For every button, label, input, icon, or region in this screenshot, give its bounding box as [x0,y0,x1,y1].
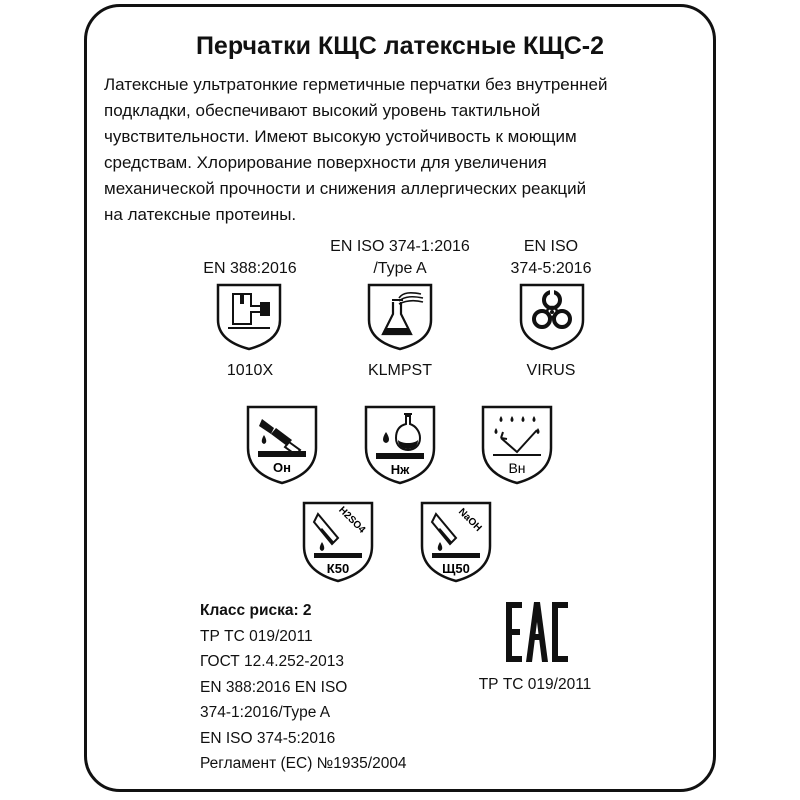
eac-label: ТР ТС 019/2011 [478,676,592,693]
code-en374-5: VIRUS [526,362,576,379]
mechanical-risk-icon [214,282,284,352]
alkali-protection-icon [418,500,494,584]
alkali-label: Щ50 [442,561,470,576]
alkali-formula: NaOH [456,506,484,534]
description-line: механической прочности и снижения аллергических реакций [104,179,587,198]
acid-label: К50 [326,561,350,576]
code-en388: 1010X [226,362,274,379]
code-en374-1: KLMPST [367,362,432,379]
standard-label-en374-5 [471,236,631,280]
description-line: Латексные ультратонкие герметичные перчатки без внутренней [104,75,608,94]
info-line: EN 388:2016 EN ISO [200,678,348,696]
description-line: средствам. Хлорирование поверхности для увеличения [104,153,547,172]
standard-line: /Type A [373,260,427,277]
product-description [104,72,704,228]
info-line: EN ISO 374-5:2016 [200,729,336,747]
info-line: Регламент (ЕС) №1935/2004 [200,755,407,772]
chemical-risk-icon [365,282,435,352]
certification-info [200,598,407,777]
description-line: чувствительности. Имеют высокую устойчивость к моющим [104,127,577,146]
info-line: ТР ТС 019/2011 [200,627,313,645]
water-protection-icon [479,404,555,486]
page-title: Перчатки КЩС латексные КЩС-2 [195,32,605,60]
info-line: ГОСТ 12.4.252-2013 [200,653,345,670]
fat-protection-icon [362,404,438,486]
fat-label: Нж [390,462,410,477]
risk-class: Класс риска: 2 [200,602,312,619]
description-line: подкладки, обеспечивают высокий уровень тактильной [104,101,541,120]
oil-protection-icon [244,404,320,486]
water-label: Вн [508,460,526,476]
standard-label-en374-1 [320,236,480,280]
standard-line: EN 388:2016 [203,260,297,277]
standard-line: EN ISO [523,238,579,255]
acid-protection-icon [300,500,376,584]
oil-label: Он [273,460,291,475]
standard-line: 374-5:2016 [510,260,592,277]
eac-mark-icon [504,600,570,664]
info-line: 374-1:2016/Type A [200,704,331,721]
standard-line: EN ISO 374-1:2016 [330,238,470,255]
biohazard-icon [517,282,587,352]
standard-label-en388 [170,258,330,280]
acid-formula: H2SO4 [336,504,368,536]
description-line: на латексные протеины. [104,205,297,224]
